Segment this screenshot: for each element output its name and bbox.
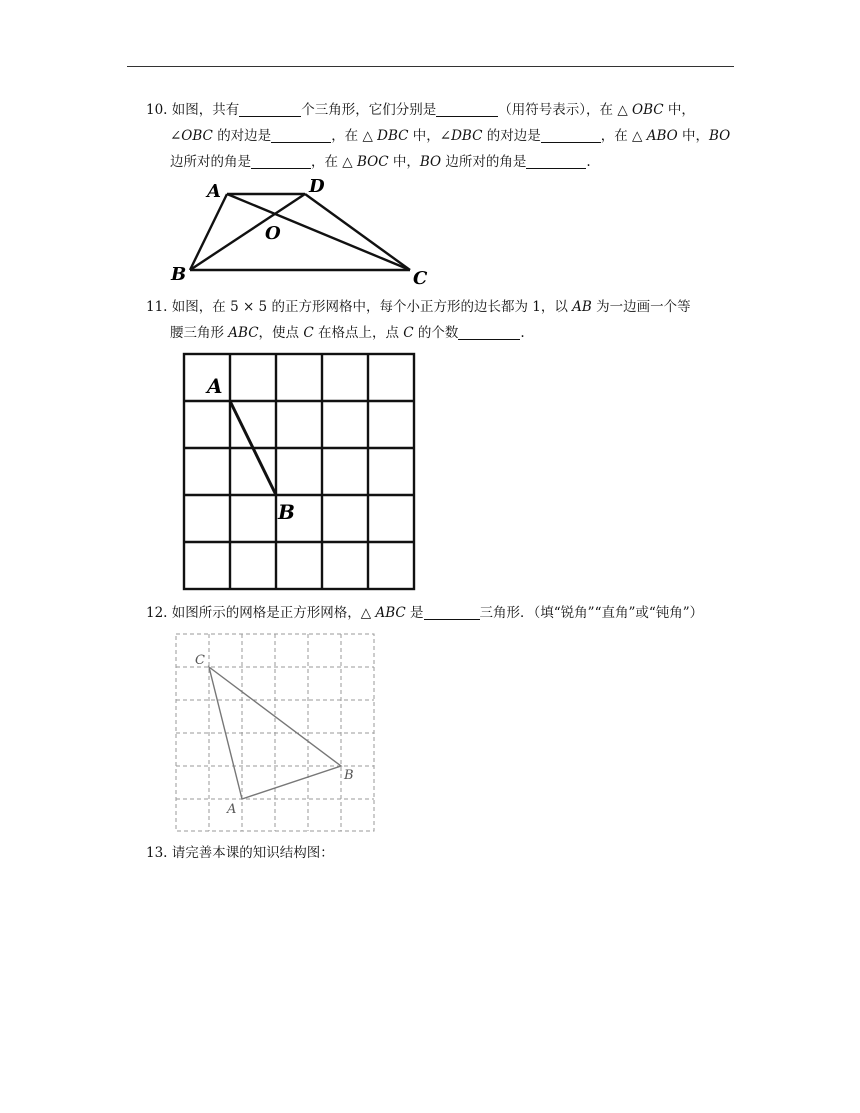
q10-blank-opposite-dbc[interactable]: [541, 127, 601, 143]
q10-blank-count[interactable]: [239, 101, 301, 117]
q10-line-3: 边所对的角是 ，在 △ BOC 中，BO 边所对的角是 .: [170, 154, 591, 170]
q10-label-o: O: [265, 223, 281, 244]
q12-line-1: 12. 如图所示的网格是正方形网格，△ ABC 是 三角形．（填“锐角”“直角”或“钝角”）: [146, 605, 704, 621]
question-12: [146, 600, 740, 626]
q10-blank-angle-boc[interactable]: [526, 153, 586, 169]
q10-label-c: C: [413, 268, 428, 289]
q10-blank-opposite-obc[interactable]: [271, 127, 331, 143]
q12-label-c: C: [195, 653, 205, 668]
q10-blank-angle-abo[interactable]: [251, 153, 311, 169]
q13-number: 13.: [146, 845, 168, 861]
q11-blank-count[interactable]: [458, 324, 520, 340]
q10-figure: [165, 172, 445, 287]
q11-label-b: B: [278, 500, 295, 524]
q11-line-1: 11. 如图，在 5 × 5 的正方形网格中，每个小正方形的边长都为 1，以 AB 为一边画一个等: [146, 299, 691, 315]
q12-number: 12.: [146, 605, 168, 621]
q11-line-2: 腰三角形 ABC，使点 C 在格点上，点 C 的个数 .: [170, 325, 525, 341]
q10-label-b: B: [171, 264, 187, 285]
q12-blank-type[interactable]: [424, 604, 480, 620]
question-11: [146, 294, 740, 346]
q10-segment-ac: [227, 194, 410, 270]
q11-number: 11.: [146, 299, 168, 315]
q10-line-1: 10. 如图，共有 个三角形，它们分别是 （用符号表示），在 △ OBC 中，: [146, 102, 695, 118]
q10-line-2: ∠OBC 的对边是 ，在 △ DBC 中，∠DBC 的对边是 ，在 △ ABO 中，BO: [170, 128, 731, 144]
header-rule: [127, 66, 734, 67]
q11-label-a: A: [207, 374, 223, 398]
question-10: [146, 97, 740, 175]
q10-label-a: A: [207, 181, 221, 202]
q10-number: 10.: [146, 102, 168, 118]
q13-line-1: 13. 请完善本课的知识结构图：: [146, 845, 334, 861]
question-13: [146, 840, 740, 866]
q12-label-b: B: [344, 768, 354, 783]
q12-grid-figure: [175, 633, 375, 833]
q10-blank-triangles[interactable]: [436, 101, 498, 117]
q10-label-d: D: [309, 176, 325, 197]
q11-grid-figure: [183, 353, 415, 590]
q12-label-a: A: [227, 802, 237, 817]
